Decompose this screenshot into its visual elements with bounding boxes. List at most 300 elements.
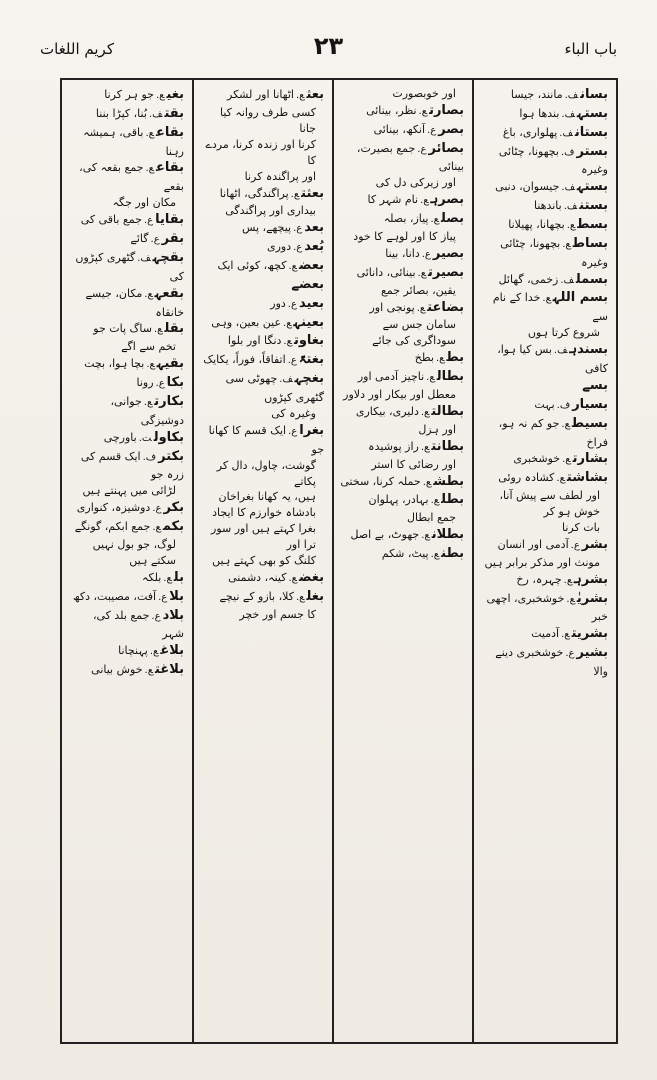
headword: بط	[446, 350, 464, 366]
book-title: کریم اللغات	[40, 40, 114, 58]
column-1	[474, 80, 616, 1042]
entry-continuation: گوشت، چاول، دال کر پکاتے	[216, 458, 316, 488]
language-tag: ع.	[288, 425, 298, 437]
headword: بعث	[306, 87, 324, 102]
language-tag: ف.	[279, 374, 293, 386]
language-tag: ع.	[145, 163, 154, 175]
headword: بعینہ	[293, 314, 324, 330]
headword: بطلان	[431, 527, 464, 543]
entry-continuation: بیداری اور پراگندگی	[225, 204, 316, 218]
definition: دور	[270, 296, 286, 310]
entries-frame	[60, 78, 618, 1044]
language-tag: ع.	[416, 302, 426, 314]
headword: بسم اللہ	[552, 290, 608, 306]
dictionary-entry	[480, 124, 608, 143]
entry-continuation: یقین، بصائر جمع	[381, 283, 456, 297]
definition: پونجی اور	[369, 300, 415, 314]
dictionary-entry	[340, 438, 464, 457]
language-tag: ع.	[144, 288, 153, 300]
dictionary-entry	[68, 355, 184, 374]
headword: بغرا	[299, 422, 324, 438]
language-tag: ع.	[570, 539, 580, 551]
definition: پیاز، بصلہ	[383, 212, 429, 226]
language-tag: ع.	[152, 503, 162, 515]
definition: عین بعین، وہی	[211, 315, 282, 329]
definition: جمع بلد کی، شہر	[92, 608, 184, 641]
headword: بسان	[580, 87, 608, 102]
definition: کچھ، کوئی ایک	[217, 259, 287, 272]
headword: بقر	[161, 231, 184, 247]
language-tag: ف.	[559, 127, 573, 139]
definition: مانند، جیسا	[510, 88, 563, 101]
headword: بشریٰ	[576, 590, 608, 606]
language-tag: ع.	[421, 248, 431, 260]
headword: بکم	[162, 519, 184, 535]
headword: بصر	[438, 121, 464, 137]
language-tag: ع.	[293, 242, 303, 254]
definition: جمع ابکم، گونگے	[74, 520, 151, 534]
headword: بسیار	[572, 396, 608, 412]
language-tag: ع.	[163, 572, 172, 584]
definition: چھوٹی سی گٹھری کپڑوں	[225, 372, 324, 404]
dictionary-entry	[340, 349, 464, 368]
language-tag: ع.	[290, 188, 300, 200]
language-tag: ع.	[562, 454, 571, 466]
language-tag: ف.	[561, 108, 575, 120]
headword: بطل	[441, 492, 464, 508]
dictionary-entry	[340, 526, 464, 545]
dictionary-entry	[480, 536, 608, 555]
definition: بینائی، دانائی	[356, 265, 416, 279]
definition: جھوٹ، بے اصل	[350, 528, 420, 542]
language-tag: ع.	[565, 648, 575, 660]
dictionary-entry	[68, 518, 184, 537]
headword: بُعد	[304, 239, 324, 255]
dictionary-entry	[480, 86, 608, 105]
definition: باورچی	[103, 430, 137, 444]
dictionary-entry	[480, 571, 608, 590]
dictionary-entry	[480, 341, 608, 377]
language-tag: ع.	[435, 353, 445, 365]
entry-continuation: لڑائی میں پہنتے ہیں	[82, 484, 176, 498]
definition: ایک قسم کا کھانا جو	[208, 423, 324, 456]
dictionary-entry	[200, 219, 324, 238]
dictionary-entry	[480, 625, 608, 644]
language-tag: ع.	[563, 574, 573, 586]
dictionary-entry	[68, 124, 184, 160]
headword: بکتر	[158, 448, 184, 464]
page-number: ۲۳	[313, 32, 344, 60]
definition: ناچیز آدمی اور	[357, 370, 425, 384]
definition: دوری	[266, 240, 292, 254]
headword: بساط	[572, 235, 608, 251]
language-tag: ع.	[430, 548, 440, 560]
headword: بطن	[441, 545, 464, 561]
dictionary-entry	[68, 569, 184, 588]
dictionary-entry	[480, 590, 608, 626]
dictionary-entry	[68, 393, 184, 429]
entry-continuation: شروع کرتا ہوں	[527, 326, 600, 340]
headword: بلاغ	[160, 643, 184, 659]
definition: بطخ	[414, 351, 434, 365]
column-3	[194, 80, 334, 1042]
definition: زخمی، گھائل	[498, 272, 559, 286]
dictionary-entry	[68, 230, 184, 249]
headword: بصل	[441, 211, 464, 227]
definition: پیچھے، پس	[241, 221, 292, 235]
definition: راز پوشیدہ	[368, 439, 419, 453]
dictionary-entry	[68, 429, 184, 448]
headword: بطانت	[431, 438, 464, 454]
definition: آدمیت	[531, 627, 560, 641]
column-2	[334, 80, 474, 1042]
entry-continuation: تخم سے اگے	[121, 340, 176, 354]
headword: بعید	[298, 295, 324, 311]
headword: بقعہ	[154, 285, 184, 301]
headword: بغاوت	[293, 333, 324, 349]
definition: جو کم نہ ہو، فراخ	[498, 416, 608, 449]
definition: باندھنا	[534, 199, 562, 213]
definition: دانا، بینا	[385, 246, 420, 260]
language-tag: ع.	[287, 298, 297, 310]
entry-continuation: اور خوبصورت	[392, 87, 456, 100]
dictionary-entry	[340, 140, 464, 176]
definition: بہادر، پہلوان	[368, 493, 429, 507]
entry-continuation: کسی طرف روانہ کیا جانا	[219, 105, 316, 135]
headword: بلاد	[162, 607, 184, 623]
entry-continuation: اور ہزل	[418, 422, 456, 436]
definition: اتفاقاً، فوراً، یکایک	[203, 353, 286, 367]
language-tag: ع.	[152, 522, 161, 534]
definition: گٹھری کپڑوں کی	[75, 250, 184, 283]
language-tag: ع.	[144, 665, 154, 677]
definition: بندھا ہوا	[519, 106, 560, 120]
language-tag: ف.	[553, 345, 568, 357]
definition: پراگندگی، اٹھانا	[219, 186, 289, 200]
headword: بعضے	[291, 276, 324, 292]
dictionary-entry	[68, 499, 184, 518]
headword: بل	[173, 569, 184, 585]
definition: پھلواری، باغ	[502, 125, 558, 139]
language-tag: ف.	[564, 90, 579, 101]
dictionary-entry	[68, 320, 184, 339]
definition: خوشخبری، اچھی خبر	[486, 591, 608, 624]
definition: دوشیزہ، کنواری	[76, 501, 151, 515]
language-tag: ع.	[418, 105, 428, 117]
dictionary-entry	[340, 545, 464, 564]
language-tag: ف.	[137, 252, 151, 264]
dictionary-entry	[340, 368, 464, 387]
definition: دنگا اور بلوا	[227, 334, 282, 348]
language-tag: ع.	[295, 591, 305, 603]
chapter-title: باب الباء	[564, 40, 617, 58]
language-tag: ع.	[430, 495, 440, 507]
definition: آنکھ، بینائی	[373, 122, 426, 136]
headword: بضاعت	[427, 299, 464, 315]
headword: بشریت	[571, 626, 608, 642]
dictionary-entry	[200, 276, 324, 295]
dictionary-entry	[340, 191, 464, 210]
entry-continuation: مکان اور جگہ	[112, 196, 176, 210]
language-tag: ف.	[560, 146, 575, 158]
definition: کینہ، دشمنی	[228, 571, 287, 585]
dictionary-entry	[480, 469, 608, 488]
entry-continuation: معطل اور بیکار اور دلاور	[343, 388, 456, 401]
headword: بشرہ	[574, 571, 608, 587]
language-tag: ع.	[150, 234, 160, 246]
definition: آدمی اور انسان	[497, 537, 569, 551]
headword: بسمل	[575, 271, 608, 287]
language-tag: ف.	[148, 108, 163, 120]
language-tag: ف.	[556, 399, 571, 411]
definition: ایک قسم کی زرہ جو	[80, 449, 184, 482]
headword: بعثت	[301, 185, 324, 201]
dictionary-entry	[68, 86, 184, 105]
language-tag: ع.	[283, 317, 292, 329]
language-tag: ع.	[283, 336, 292, 348]
dictionary-entry	[340, 121, 464, 140]
dictionary-entry	[340, 491, 464, 510]
definition: خوشخبری	[513, 452, 561, 466]
dictionary-entry	[480, 216, 608, 235]
definition: اٹھانا اور لشکر	[227, 88, 294, 101]
definition: بچھانا، پھیلانا	[508, 218, 565, 231]
definition: بچھونا، چٹائی وغیرہ	[498, 144, 608, 177]
headword: بقیہ	[156, 356, 184, 372]
dictionary-entry	[480, 289, 608, 325]
language-tag: ع.	[430, 214, 439, 226]
headword: بستہ	[576, 179, 608, 195]
dictionary-entry	[200, 86, 324, 105]
dictionary-entry	[340, 245, 464, 264]
language-tag: ف.	[563, 201, 578, 213]
definition: جمع باقی کی	[80, 213, 142, 227]
definition: بہت	[534, 397, 555, 411]
definition: بچھونا، چٹائی وغیرہ	[500, 236, 608, 269]
definition: مکان، جیسے خانقاہ	[85, 286, 184, 319]
definition: خوش بیانی	[91, 663, 143, 677]
language-tag: ع.	[293, 223, 303, 235]
language-tag: ع.	[420, 441, 430, 453]
language-tag: ع.	[153, 324, 163, 336]
dictionary-entry	[68, 642, 184, 661]
column-4	[62, 80, 194, 1042]
dictionary-entry	[480, 143, 608, 179]
language-tag: ع.	[566, 220, 576, 231]
entry-continuation: ہیں، یہ کھانا بغراخان	[218, 490, 316, 504]
language-tag: ع.	[561, 629, 570, 641]
headword: بسے	[582, 377, 608, 393]
headword: بصرہ	[430, 192, 464, 208]
definition: بچا ہوا، بچت	[84, 357, 145, 371]
dictionary-entry	[480, 644, 608, 680]
dictionary-entry	[340, 264, 464, 283]
dictionary-entry	[200, 185, 324, 204]
headword: بغچہ	[294, 371, 324, 387]
dictionary-entry	[68, 607, 184, 643]
definition: جیسوان، دنبی	[495, 180, 560, 194]
headword: بقت	[164, 105, 184, 121]
headword: بقاع	[156, 160, 184, 176]
language-tag: ع.	[158, 591, 168, 603]
dictionary-entry	[200, 588, 324, 607]
dictionary-entry	[480, 450, 608, 469]
headword: بشیر	[576, 645, 608, 661]
dictionary-entry	[200, 351, 324, 370]
definition: خوشخبری دینے والا	[495, 646, 608, 679]
headword: بلاغت	[155, 662, 184, 678]
language-tag: ت.	[138, 432, 152, 444]
headword: بقل	[164, 321, 184, 337]
dictionary-entry	[480, 235, 608, 271]
definition: پیٹ، شکم	[381, 546, 429, 560]
headword: بلا	[169, 588, 184, 604]
dictionary-entry	[340, 210, 464, 229]
language-tag: ع.	[420, 406, 430, 418]
language-tag: ع.	[426, 372, 435, 384]
language-tag: ع.	[288, 261, 297, 272]
entry-continuation: بغرا کہتے ہیں اور سور ترا اور	[211, 522, 316, 552]
dictionary-entry	[68, 374, 184, 393]
headword: بقایا	[155, 212, 184, 228]
headword: بشاشت	[566, 470, 608, 486]
headword: بطال	[436, 369, 464, 385]
dictionary-entry	[200, 332, 324, 351]
language-tag: ف.	[561, 182, 575, 194]
definition: نظر، بینائی	[366, 103, 417, 117]
definition: آفت، مصیبت، دکھ	[72, 589, 157, 603]
dictionary-entry	[340, 473, 464, 492]
definition: بلکہ	[142, 570, 162, 584]
entry-continuation: مونث اور مذکر برابر ہیں	[484, 555, 600, 569]
language-tag: ع.	[561, 418, 570, 430]
dictionary-entry	[200, 257, 324, 276]
language-tag: ع.	[417, 267, 427, 279]
dictionary-entry	[200, 238, 324, 257]
dictionary-entry	[68, 105, 184, 124]
headword: بسیط	[571, 415, 608, 431]
headword: بعض	[298, 258, 324, 273]
definition: بس کیا ہوا، کافی	[497, 343, 608, 376]
headword: بکاول	[153, 429, 184, 445]
language-tag: ع.	[155, 90, 165, 101]
language-tag: ع.	[417, 143, 427, 155]
dictionary-entry	[480, 197, 608, 216]
entry-continuation: کرنا اور زندہ کرنا، مردے کا	[205, 137, 316, 167]
page-header	[40, 30, 617, 70]
entry-continuation: کلنگ کو بھی کہتے ہیں	[212, 554, 316, 568]
entry-continuation: سامان جس سے سوداگری کی جائے	[372, 318, 456, 348]
headword: بغض	[298, 570, 324, 586]
dictionary-entry	[200, 295, 324, 314]
language-tag: ع.	[562, 238, 571, 250]
language-tag: ع.	[556, 473, 565, 485]
entry-continuation: بادشاہ خوارزم کا ایجاد	[212, 506, 316, 520]
definition: چہرہ، رخ	[516, 572, 562, 586]
headword: بصیر	[432, 245, 464, 261]
headword: بشر	[581, 536, 608, 552]
language-tag: ع.	[155, 378, 165, 390]
language-tag: ع.	[542, 293, 551, 305]
definition: کلا، بازو کے نیچے	[219, 589, 294, 603]
headword: بقچہ	[152, 249, 184, 265]
language-tag: ع.	[421, 530, 430, 542]
language-tag: ع.	[287, 355, 297, 367]
dictionary-entry	[480, 377, 608, 396]
definition: حملہ کرنا، سختی	[340, 474, 421, 488]
dictionary-entry	[480, 396, 608, 415]
language-tag: ف.	[142, 451, 157, 463]
headword: بسندہ	[569, 342, 608, 358]
dictionary-entry	[68, 249, 184, 285]
headword: بکر	[163, 500, 184, 516]
headword: بستان	[574, 124, 608, 140]
dictionary-entry	[68, 285, 184, 321]
definition: دلیری، بیکاری	[355, 404, 419, 418]
language-tag: ع.	[143, 396, 153, 408]
dictionary-entry	[68, 448, 184, 484]
entry-continuation: پیاز کا اور لوہے کا خود	[353, 230, 456, 244]
dictionary-entry	[68, 211, 184, 230]
headword: بصیرت	[428, 264, 464, 280]
dictionary-entry	[200, 569, 324, 588]
language-tag: ع.	[288, 573, 297, 585]
headword: بغی	[166, 87, 184, 102]
headword: بصارت	[429, 102, 464, 118]
headword: بصائر	[428, 140, 464, 156]
dictionary-entry	[480, 415, 608, 451]
entry-continuation: اور پراگندہ کرنا	[244, 169, 316, 183]
definition: جوانی، دوشیزگی	[110, 394, 184, 427]
headword: بعد	[304, 220, 324, 236]
language-tag: ع.	[420, 195, 429, 207]
definition: جمع بقعہ کی، بقعے	[79, 161, 184, 194]
entry-continuation: جمع ابطال	[407, 511, 456, 525]
headword: بغل	[306, 588, 324, 604]
language-tag: ع.	[151, 610, 161, 622]
definition: جمع بصیرت، بینائی	[356, 141, 464, 174]
dictionary-entry	[340, 299, 464, 318]
definition: باقی، ہمیشہ رہنا	[83, 125, 184, 158]
dictionary-entry	[68, 661, 184, 680]
dictionary-entry	[340, 102, 464, 121]
language-tag: ع.	[143, 215, 154, 227]
definition: کشادہ روئی	[498, 471, 555, 485]
dictionary-entry	[68, 588, 184, 607]
entry-continuation: وغیرہ کی	[271, 406, 316, 420]
language-tag: ع.	[295, 90, 305, 101]
entry-continuation: اور زیرکی دل کی	[375, 176, 456, 190]
language-tag: ف.	[560, 274, 574, 286]
definition: جو ہر کرنا	[104, 88, 154, 101]
dictionary-entry	[340, 403, 464, 422]
entry-continuation: اور لطف سے پیش آنا، خوش ہو کر	[499, 489, 600, 519]
dictionary-entry	[200, 370, 324, 406]
headword: بستن	[579, 198, 608, 214]
dictionary-entry	[68, 159, 184, 195]
headword: بغتۃً	[298, 352, 324, 368]
dictionary-entry	[200, 314, 324, 333]
headword: بسط	[577, 217, 608, 232]
definition: ساگ پات جو	[93, 322, 152, 336]
language-tag: ع.	[146, 359, 155, 371]
headword: بستر	[576, 143, 608, 159]
dictionary-entry	[200, 422, 324, 458]
definition: نام شہر کا	[367, 193, 419, 207]
language-tag: ع.	[145, 127, 154, 139]
definition: رونا	[136, 376, 154, 390]
definition: خدا کے نام سے	[492, 291, 608, 324]
